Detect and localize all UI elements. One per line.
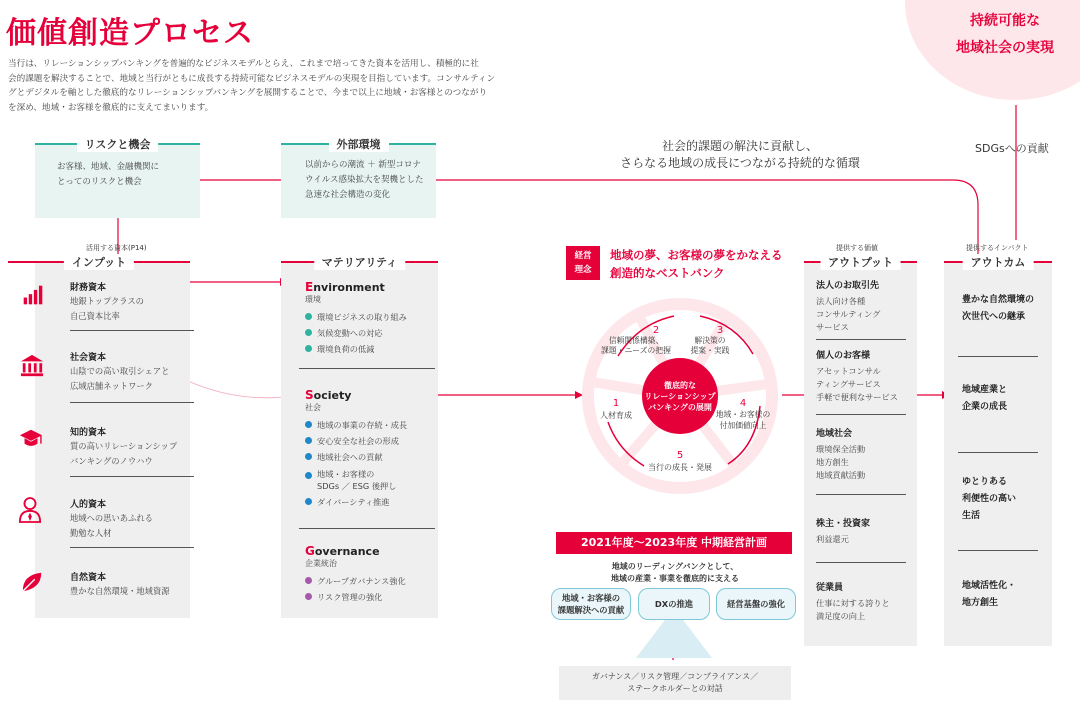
material-item: 環境負荷の低減 [305, 341, 407, 357]
cycle-text: 社会的課題の解決に貢献し、 さらなる地域の成長につながる持続的な循環 [620, 139, 860, 170]
output-item: 法人のお取引先 法人向け各種 コンサルティング サービス [816, 281, 881, 332]
governance-heading: Governance [305, 544, 380, 558]
plan-pill-foundation: 経営基盤の強化 [716, 588, 796, 620]
outcome-label: アウトカム [963, 254, 1034, 270]
input-list [8, 270, 198, 620]
output-item: 地域社会 環境保全活動 地方創生 地域貢献活動 [816, 429, 866, 480]
governance-box: ガバナンス／リスク管理／コンプライアンス／ ステークホルダーとの対話 [559, 666, 791, 700]
input-item-financial: 財務資本 地銀トップクラスの 自己資本比率 [8, 270, 178, 338]
risk-box: リスクと機会 お客様、地域、金融機関に とってのリスクと機会 [35, 144, 200, 218]
outcome-item: 豊かな自然環境の 次世代への継承 [962, 295, 1035, 322]
output-item: 従業員 仕事に対する誇りと 満足度の向上 [816, 583, 890, 621]
material-item: 地域社会への貢献 [305, 449, 407, 465]
materiality-label: マテリアリティ [314, 254, 405, 270]
segment-4: 4 地域・お客様の 付加価値向上 [715, 398, 771, 430]
outcome-item: 地域産業と 企業の成長 [962, 385, 1008, 412]
intro-text: 当行は、リレーションシップバンキングを普遍的なビジネスモデルとらえ、これまで培ってきた資本を活用し、積極的に社 会的課題を解決することで、地域と当行がともに成長する持続可能なビジネスモデルの実現を目指しています。コンサルティン グとデジタルを軸とした徹底的なリレーションシップバンキングを展開することで、今まで以上に地域・お客様とのつながり を深め、地域・お客様を徹底的に支えてまいります。 [8, 59, 496, 113]
input-item-natural: 自然資本 豊かな自然環境・地域資源 [8, 560, 178, 628]
output-item: 個人のお客様 アセットコンサル ティングサービス 手軽で便利なサービス [816, 351, 898, 402]
bar-chart-icon [22, 284, 44, 306]
outcome-box [944, 256, 1052, 646]
external-label: 外部環境 [329, 136, 389, 152]
bank-building-icon [20, 354, 44, 378]
material-item: 気候変動への対応 [305, 325, 407, 341]
plan-pill-dx: DXの推進 [638, 588, 710, 620]
page-title: 価値創造プロセス [6, 16, 254, 51]
output-box [804, 256, 917, 646]
vision-text: 地域の夢、お客様の夢をかなえる 創造的なベストバンク [610, 248, 783, 280]
sdgs-label: SDGsへの貢献 [975, 142, 1049, 155]
output-subcaption: 提供する価値 [836, 244, 878, 252]
goal-text: 持続可能な 地域社会の実現 [956, 13, 1054, 56]
segment-3: 3 解決策の 提案・実践 [690, 325, 730, 355]
midterm-plan-sub: 地域のリーディングバンクとして、 地域の産業・事業を徹底的に支える [611, 562, 739, 583]
material-item: 地域・お客様の [305, 468, 407, 480]
segment-2: 2 信頼関係構築、 課題・ニーズの把握 [601, 325, 671, 355]
society-heading: Society [305, 388, 352, 402]
outcome-item: ゆとりある 利便性の高い 生活 [962, 477, 1017, 521]
plan-pill-customers: 地域・お客様の 課題解決への貢献 [551, 588, 631, 620]
material-item: リスク管理の強化 [305, 589, 406, 605]
segment-5: 5 当行の成長・発展 [648, 450, 712, 472]
graduation-cap-icon [18, 427, 44, 451]
input-cap [8, 254, 190, 270]
input-subcaption: 活用する資本(P14) [86, 244, 147, 252]
input-item-human: 人的資本 地域への思いあふれる 勤勉な人材 [8, 487, 178, 555]
material-item: 地域の事業の存続・成長 [305, 417, 407, 433]
input-label: インプット [64, 254, 134, 270]
environment-heading: Environment [305, 280, 385, 294]
outcome-subcaption: 提供するインパクト [966, 244, 1029, 252]
input-item-social: 社会資本 山陰での高い取引シェアと 広域店舗ネットワーク [8, 340, 178, 408]
leaf-icon [20, 570, 44, 594]
midterm-plan-title: 2021年度〜2023年度 中期経営計画 [556, 532, 792, 554]
material-item: SDGs ／ ESG 後押し [317, 481, 397, 491]
philosophy-badge: 経営理念 [566, 246, 600, 280]
risk-label: リスクと機会 [77, 136, 159, 152]
core-text: 徹底的な リレーションシップ バンキングの展開 [644, 381, 716, 412]
material-item: 安心安全な社会の形成 [305, 433, 407, 449]
input-item-intellectual: 知的資本 質の高いリレーションシップ バンキングのノウハウ [8, 415, 178, 483]
external-box: 外部環境 以前からの潮流 ＋ 新型コロナ ウイルス感染拡大を契機とした 急速な社会構造の変化 [281, 144, 436, 218]
material-item: グループガバナンス強化 [305, 573, 406, 589]
material-item: 環境ビジネスの取り組み [305, 309, 407, 325]
materiality-box: マテリアリティ Environment 環境 環境ビジネスの取り組み 気候変動への対応 環境負荷の低減 Society 社会 地域の事業の存続・成長 安心安全な社会の形成 地域社会への貢献 地域・お客様の SDGs ／ ESG 後押し ダイバーシティ推進 Governance 企業統治 グループガバナンス強化 リスク管理の強化 [281, 262, 438, 618]
outcome-item: 地域活性化・ 地方創生 [962, 581, 1017, 608]
output-label: アウトプット [820, 254, 901, 270]
output-item: 株主・投資家 利益還元 [816, 519, 871, 544]
person-icon [18, 495, 42, 525]
material-item: ダイバーシティ推進 [305, 494, 407, 510]
segment-1: 1 人材育成 [600, 398, 632, 420]
